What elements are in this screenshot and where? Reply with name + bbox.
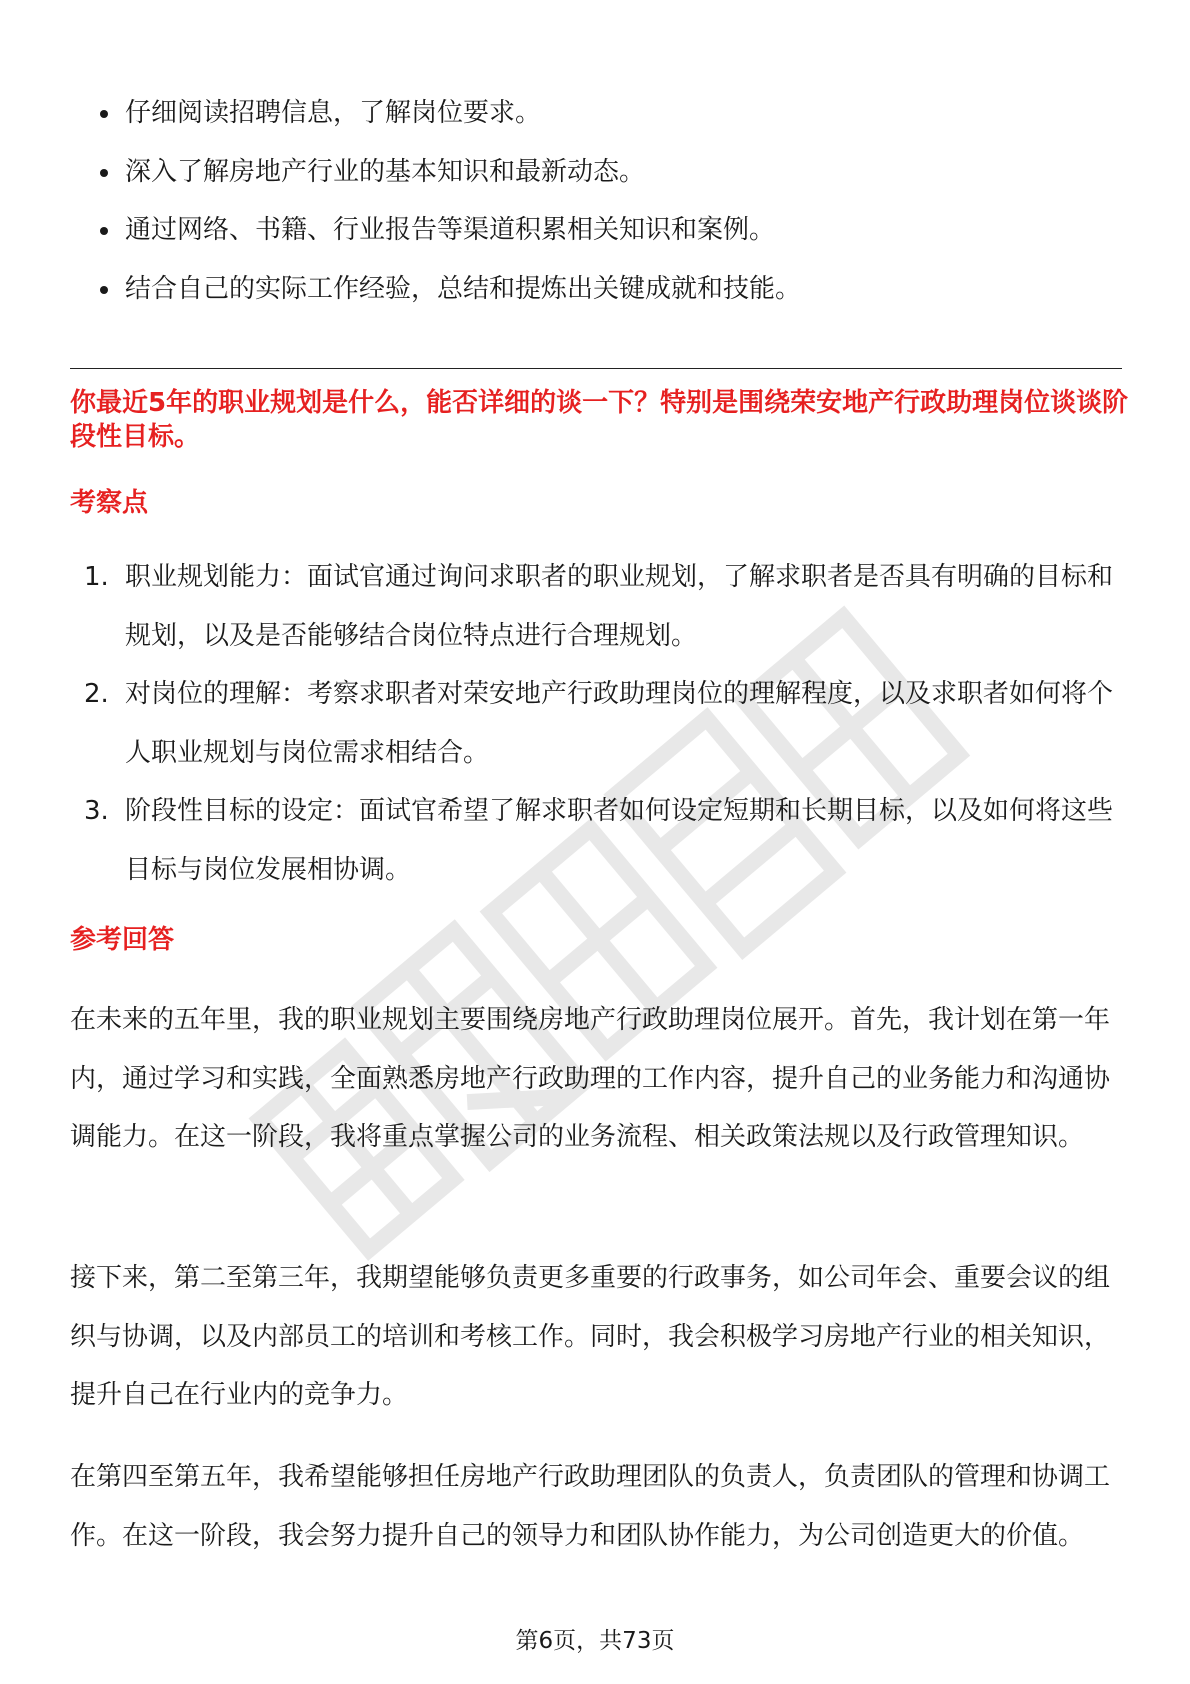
section-divider <box>70 368 1122 369</box>
page-number-footer: 第6页，共73页 <box>515 1628 675 1654</box>
interview-question: 你最近5年的职业规划是什么，能否详细的谈一下？特别是围绕荣安地产行政助理岗位谈谈阶段性目标。 <box>70 388 1129 452</box>
bullet-item: 深入了解房地产行业的基本知识和最新动态。 <box>100 143 801 202</box>
point-text: 职业规划能力：面试官通过询问求职者的职业规划，了解求职者是否具有明确的目标和规划，以及是否能够结合岗位特点进行合理规划。 <box>125 562 1114 651</box>
assessment-point <box>84 548 1124 665</box>
point-number: 3. <box>84 796 109 826</box>
point-text: 对岗位的理解：考察求职者对荣安地产行政助理岗位的理解程度，以及求职者如何将个人职业规划与岗位需求相结合。 <box>125 679 1114 768</box>
answer-paragraph: 接下来，第二至第三年，我期望能够负责更多重要的行政事务，如公司年会、重要会议的组织与协调，以及内部员工的培训和考核工作。同时，我会积极学习房地产行业的相关知识，提升自己在行业内的竞争力。 <box>70 1263 1111 1410</box>
bullet-item: 结合自己的实际工作经验，总结和提炼出关键成就和技能。 <box>100 260 801 319</box>
answer-paragraph: 在第四至第五年，我希望能够担任房地产行政助理团队的负责人，负责团队的管理和协调工作。在这一阶段，我会努力提升自己的领导力和团队协作能力，为公司创造更大的价值。 <box>70 1462 1111 1551</box>
answer-paragraph: 在未来的五年里，我的职业规划主要围绕房地产行政助理岗位展开。首先，我计划在第一年内，通过学习和实践，全面熟悉房地产行政助理的工作内容，提升自己的业务能力和沟通协调能力。在这一阶段，我将重点掌握公司的业务流程、相关政策法规以及行政管理知识。 <box>70 1005 1111 1152</box>
bullet-item: 通过网络、书籍、行业报告等渠道积累相关知识和案例。 <box>100 201 801 260</box>
assessment-heading: 考察点 <box>70 488 149 518</box>
assessment-point <box>84 782 1124 899</box>
point-number: 1. <box>84 562 109 592</box>
preparation-bullet-list <box>100 84 801 318</box>
bullet-item: 仔细阅读招聘信息，了解岗位要求。 <box>100 84 801 143</box>
assessment-point-list <box>84 548 1124 899</box>
assessment-point <box>84 665 1124 782</box>
reference-answer-heading: 参考回答 <box>70 925 175 955</box>
point-number: 2. <box>84 679 109 709</box>
point-text: 阶段性目标的设定：面试官希望了解求职者如何设定短期和长期目标，以及如何将这些目标与岗位发展相协调。 <box>125 796 1114 885</box>
